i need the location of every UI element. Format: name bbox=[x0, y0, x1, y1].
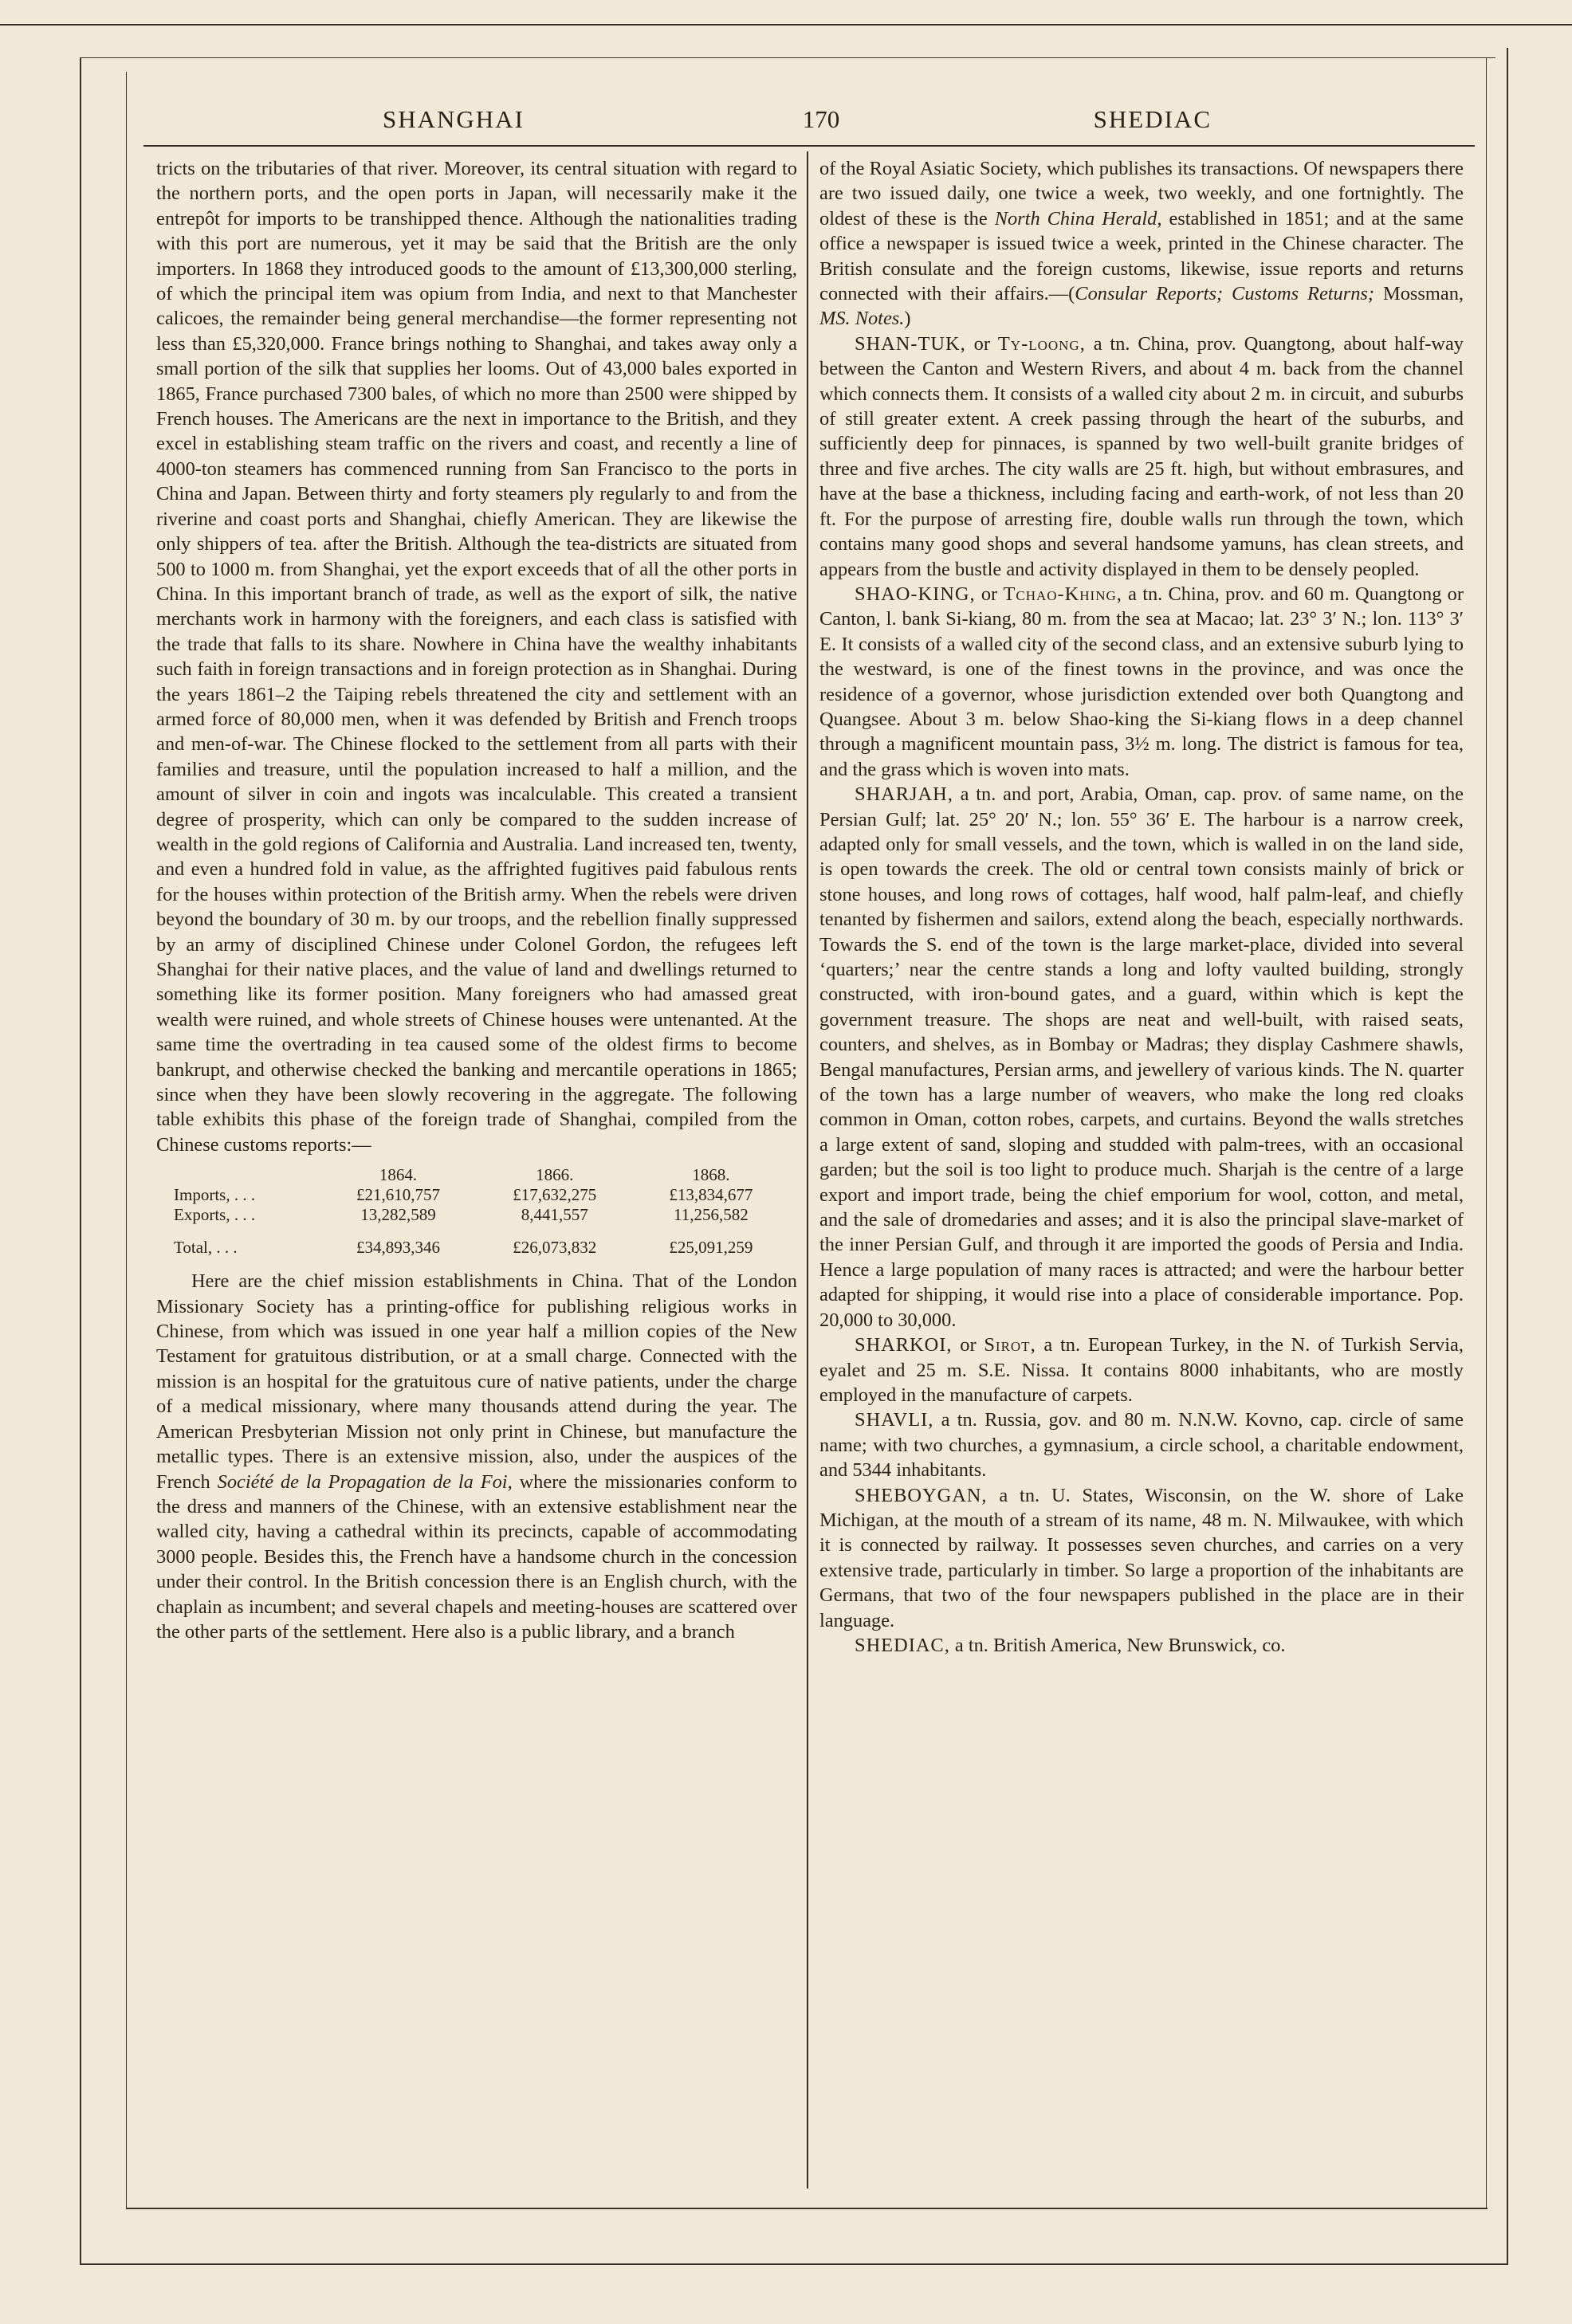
entry-body: a tn. European Turkey, in the N. of Turkish Servia, eyalet and 25 m. S.E. Nissa. It contains 8000 inhabitants, who are mostly employed in the manufacture of carpets. bbox=[819, 1334, 1464, 1406]
header-rule bbox=[143, 145, 1475, 147]
table-row bbox=[167, 1205, 789, 1225]
entry-body: a tn. British America, New Brunswick, co. bbox=[954, 1634, 1286, 1656]
missions-paragraph bbox=[156, 1269, 797, 1644]
entry-body: a tn. U. States, Wisconsin, on the W. shore of Lake Michigan, at the mouth of a stream of its name, 48 m. N. Milwaukee, with which it is connected by railway. It possesses seven churches, and carries on a very extensive trade, particularly in timber. So large a proportion of the inhabitants are Germans, that two of the four newspapers published in the place are in their language. bbox=[819, 1484, 1464, 1631]
row-label: Imports, . . . bbox=[174, 1185, 256, 1205]
table-total-row bbox=[167, 1225, 789, 1258]
entry-alt-name: Tchao-Khing, bbox=[1003, 583, 1122, 605]
value-cell: £13,834,677 bbox=[669, 1185, 753, 1205]
entry-shao-king bbox=[819, 582, 1464, 782]
entry-shavli bbox=[819, 1407, 1464, 1482]
text-span: or bbox=[981, 583, 998, 605]
entry-alt-name: Sirot, bbox=[984, 1334, 1036, 1356]
entry-body: a tn. and port, Arabia, Oman, cap. prov. of same name, on the Persian Gulf; lat. 25° 20′ N.; lon. 55° 36′ E. The harbour is a narrow creek, adapted only for small vessels, and the town, which is walled in on the land side, is open towards the creek. The old or central town consists mainly of brick or stone houses, and long rows of cottages, half wood, half palm-leaf, and chiefly tenanted by fishermen and sailors, extend along the beach, especially northwards. Towards the S. end of the town is the large market-place, divided into several ‘quarters;’ near the centre stands a long and lofty vaulted building, strongly constructed, with iron-bound gates, and a guard, within which is kept the government treasure. The shops are neat and well-built, with raised seats, counters, and shelves, as in Bombay or Madras; they display Cashmere shawls, Bengal manufactures, Persian arms, and jewellery of various kinds. The N. quarter of the town has a large number of weavers, who make the long red cloaks common in Oman, cotton robes, carpets, and curtains. Beyond the walls stretches a large extent of sand, sloping and studded with palm-trees, with an occasional garden; but the soil is too light to produce much. Sharjah is the centre of a large export and import trade, being the chief emporium for wool, cotton, and metal, and the sale of dromedaries and asses; and it is also the principal slave-market of the inner Persian Gulf, and through it are imported the goods of Persia and India. Hence a large population of many races is attracted; and were the harbour better adapted for shipping, it would rise into a place of considerable importance. Pop. 20,000 to 30,000. bbox=[819, 783, 1464, 1331]
society-name-italic: Société de la Propagation de la Foi, bbox=[217, 1470, 513, 1493]
frame-left-inner bbox=[126, 72, 127, 2208]
sources-italic: Consular Reports; Customs Returns; bbox=[1075, 283, 1375, 305]
frame-right-inner bbox=[1486, 57, 1487, 2209]
missions-text-a: Here are the chief mission establishments in China. That of the London Missionary Society has a printing-office for publishing religious works in Chinese, from which was issued in one year half a million copies of the New Testament for gratuitous distribution, or at a small charge. Connected with the mission is an hospital for the gratuitous cure of native patients, under the charge of a medical missionary, where many thousands attend during the year. The American Presbyterian Mission not only print in Chinese, but manufacture the metallic types. There is an extensive mission, also, under the auspices of the French bbox=[156, 1270, 797, 1493]
shanghai-continued-paragraph bbox=[819, 156, 1464, 332]
value-cell: £21,610,757 bbox=[356, 1185, 441, 1205]
value-cell: 11,256,582 bbox=[674, 1205, 749, 1225]
year-cell: 1868. bbox=[692, 1165, 730, 1185]
entry-body: a tn. China, prov. Quangtong, about half-way between the Canton and Western Rivers, and about 4 m. back from the channel which connects them. It consists of a walled city about 2 m. in circuit, and suburbs of still greater extent. A creek passing through the heart of the suburbs, and sufficiently deep for pinnaces, is spanned by two well-built granite bridges of three and five arches. The city walls are 25 ft. high, but without embrasures, and have at the base a thickness, including facing and earth-work, of not less than 20 ft. For the purpose of arresting fire, double walls run through the town, which contains many good shops and several handsome yamuns, has clean streets, and appears from the bustle and activity displayed in them to be densely peopled. bbox=[819, 332, 1464, 580]
frame-left-outer bbox=[80, 57, 81, 2265]
ms-notes-italic: MS. Notes. bbox=[819, 308, 905, 330]
text-span: Mossman, bbox=[1383, 283, 1464, 305]
entry-sharkoi bbox=[819, 1333, 1464, 1407]
value-cell: 13,282,589 bbox=[360, 1205, 436, 1225]
value-cell: £17,632,275 bbox=[513, 1185, 597, 1205]
entry-headword: SHARKOI, bbox=[855, 1334, 953, 1356]
value-cell: 8,441,557 bbox=[521, 1205, 588, 1225]
running-header bbox=[143, 94, 1499, 143]
bottom-rule-outer bbox=[80, 2263, 1508, 2265]
text-span: established in 1851; and at the same office a newspaper is issued twice a week, printed in the Chinese character. The British consulate and the foreign customs, likewise, issue reports and returns connected with their affairs.—( bbox=[819, 207, 1464, 305]
right-column bbox=[819, 156, 1464, 2189]
trade-table-years bbox=[167, 1165, 789, 1185]
text-span: of the Royal Asiatic Society, which publishes its transactions. Of newspapers there are two issued daily, one twice a week, two weekly, and one fortnightly. The oldest of these is the bbox=[819, 158, 1464, 230]
header-left-word: SHANGHAI bbox=[383, 105, 525, 133]
trade-table bbox=[167, 1165, 789, 1258]
total-cell: £26,073,832 bbox=[513, 1238, 597, 1258]
text-span: or bbox=[973, 332, 990, 355]
entry-headword: SHAN-TUK, bbox=[855, 332, 966, 355]
text-span: or bbox=[960, 1334, 977, 1356]
newspaper-title-italic: North China Herald, bbox=[994, 207, 1162, 230]
column-divider bbox=[807, 151, 808, 2189]
entry-headword: SHAO-KING, bbox=[855, 583, 976, 605]
header-right-word: SHEDIAC bbox=[1093, 105, 1212, 133]
total-cell: £25,091,259 bbox=[669, 1238, 753, 1258]
entry-headword: SHEBOYGAN, bbox=[855, 1484, 988, 1506]
row-label: Exports, . . . bbox=[174, 1205, 256, 1225]
missions-text-b: where the missionaries conform to the dress and manners of the Chinese, with an extensive establishment near the walled city, having a cathedral within its precincts, capable of accommodating 3000 people. Besides this, the French have a handsome church in the concession under their control. In the British concession there is an English church, with the chaplain as incumbent; and several chapels and meeting-houses are scattered over the other parts of the settlement. Here also is a public library, and a branch bbox=[156, 1470, 797, 1643]
entry-headword: SHARJAH, bbox=[855, 783, 953, 806]
entry-body: a tn. China, prov. and 60 m. Quangtong or Canton, l. bank Si-kiang, 80 m. from the sea at Macao; lat. 23° 3′ N.; lon. 113° 3′ E. It consists of a walled city of the second class, and an extensive suburb lying to the westward, is one of the finest towns in the province, and was once the residence of a governor, whose jurisdiction extended over both Quangtong and Quangsee. About 3 m. below Shao-king the Si-kiang flows in a deep channel through a magnificent mountain pass, 3½ m. long. The district is famous for tea, and the grass which is woven into mats. bbox=[819, 583, 1464, 780]
entry-headword: SHEDIAC, bbox=[855, 1634, 950, 1656]
entry-shediac bbox=[819, 1633, 1464, 1658]
year-cell: 1866. bbox=[536, 1165, 574, 1185]
page-number: 170 bbox=[802, 105, 840, 133]
shanghai-trade-paragraph: tricts on the tributaries of that river. Moreover, its central situation with regard to the northern ports, and the open ports in Japan, will necessarily make it the entrepôt for imports to be transhipped thence. Although the nationalities trading with this port are numerous, yet it may be said that the British are the only importers. In 1868 they introduced goods to the amount of £13,300,000 sterling, of which the principal item was opium from India, and next to that Manchester calicoes, the remainder being general merchandise—the former representing not less than £5,320,000. France brings nothing to Shanghai, and takes away only a small portion of the silk that supplies her looms. Out of 43,000 bales exported in 1865, France purchased 7300 bales, of which no more than 2500 were shipped by French houses. The Americans are the next in importance to the British, and they excel in establishing steam traffic on the rivers and coast, and recently a line of 4000-ton steamers has commenced running from San Francisco to the ports in China and Japan. Between thirty and forty steamers ply regularly to and from the riverine and coast ports and Shanghai, chiefly American. They are likewise the only shippers of tea. after the British. Although the tea-districts are situated from 500 to 1000 m. from Shanghai, yet the export exceeds that of all the other ports in China. In this important branch of trade, as well as the export of silk, the native merchants work in harmony with the foreigners, and each class is satisfied with the trade that falls to its share. Nowhere in China have the wealthy inhabitants such faith in foreign transactions and in foreign protection as in Shanghai. During the years 1861–2 the Taiping rebels threatened the city and settlement with an armed force of 80,000 men, when it was defended by British and French troops and men-of-war. The Chinese flocked to the settlement from all parts with their families and treasure, until the population increased to half a million, and the amount of silver in coin and ingots was incalculable. This created a transient degree of prosperity, which can only be compared to the sudden increase of wealth in the gold regions of California and Australia. Land increased ten, twenty, and even a hundred fold in value, as the affrighted fugitives paid fabulous rents for the houses within protection of the British army. When the rebels were driven beyond the boundary of 30 m. by our troops, and the rebellion finally suppressed by an army of disciplined Chinese under Colonel Gordon, the refugees left Shanghai for their native places, and the value of land and dwellings returned to something like its former position. Many foreigners who had amassed great wealth were ruined, and whole streets of Chinese houses were untenanted. At the same time the overtrading in tea caused some of the oldest firms to become bankrupt, and otherwise checked the banking and mercantile operations in 1865; since when they have been slowly recovering in the aggregate. The following table exhibits this phase of the foreign trade of Shanghai, compiled from the Chinese customs reports:— bbox=[156, 158, 797, 1156]
frame-right-outer bbox=[1507, 48, 1508, 2263]
left-column bbox=[156, 156, 797, 2189]
entry-shan-tuk bbox=[819, 332, 1464, 582]
table-row bbox=[167, 1185, 789, 1205]
year-cell: 1864. bbox=[379, 1165, 418, 1185]
entry-headword: SHAVLI, bbox=[855, 1409, 934, 1431]
row-label: Total, . . . bbox=[174, 1238, 238, 1258]
total-cell: £34,893,346 bbox=[356, 1238, 441, 1258]
top-rule-inner bbox=[80, 57, 1495, 58]
entry-alt-name: Ty-loong, bbox=[997, 332, 1086, 355]
top-rule-outer bbox=[0, 24, 1572, 26]
text-span: ) bbox=[904, 308, 911, 330]
entry-sharjah bbox=[819, 782, 1464, 1333]
entry-body: a tn. Russia, gov. and 80 m. N.N.W. Kovno, cap. circle of same name; with two churches, a gymnasium, a circle school, a charitable endowment, and 5344 inhabitants. bbox=[819, 1409, 1464, 1482]
entry-sheboygan bbox=[819, 1483, 1464, 1633]
bottom-rule-inner bbox=[126, 2208, 1488, 2209]
